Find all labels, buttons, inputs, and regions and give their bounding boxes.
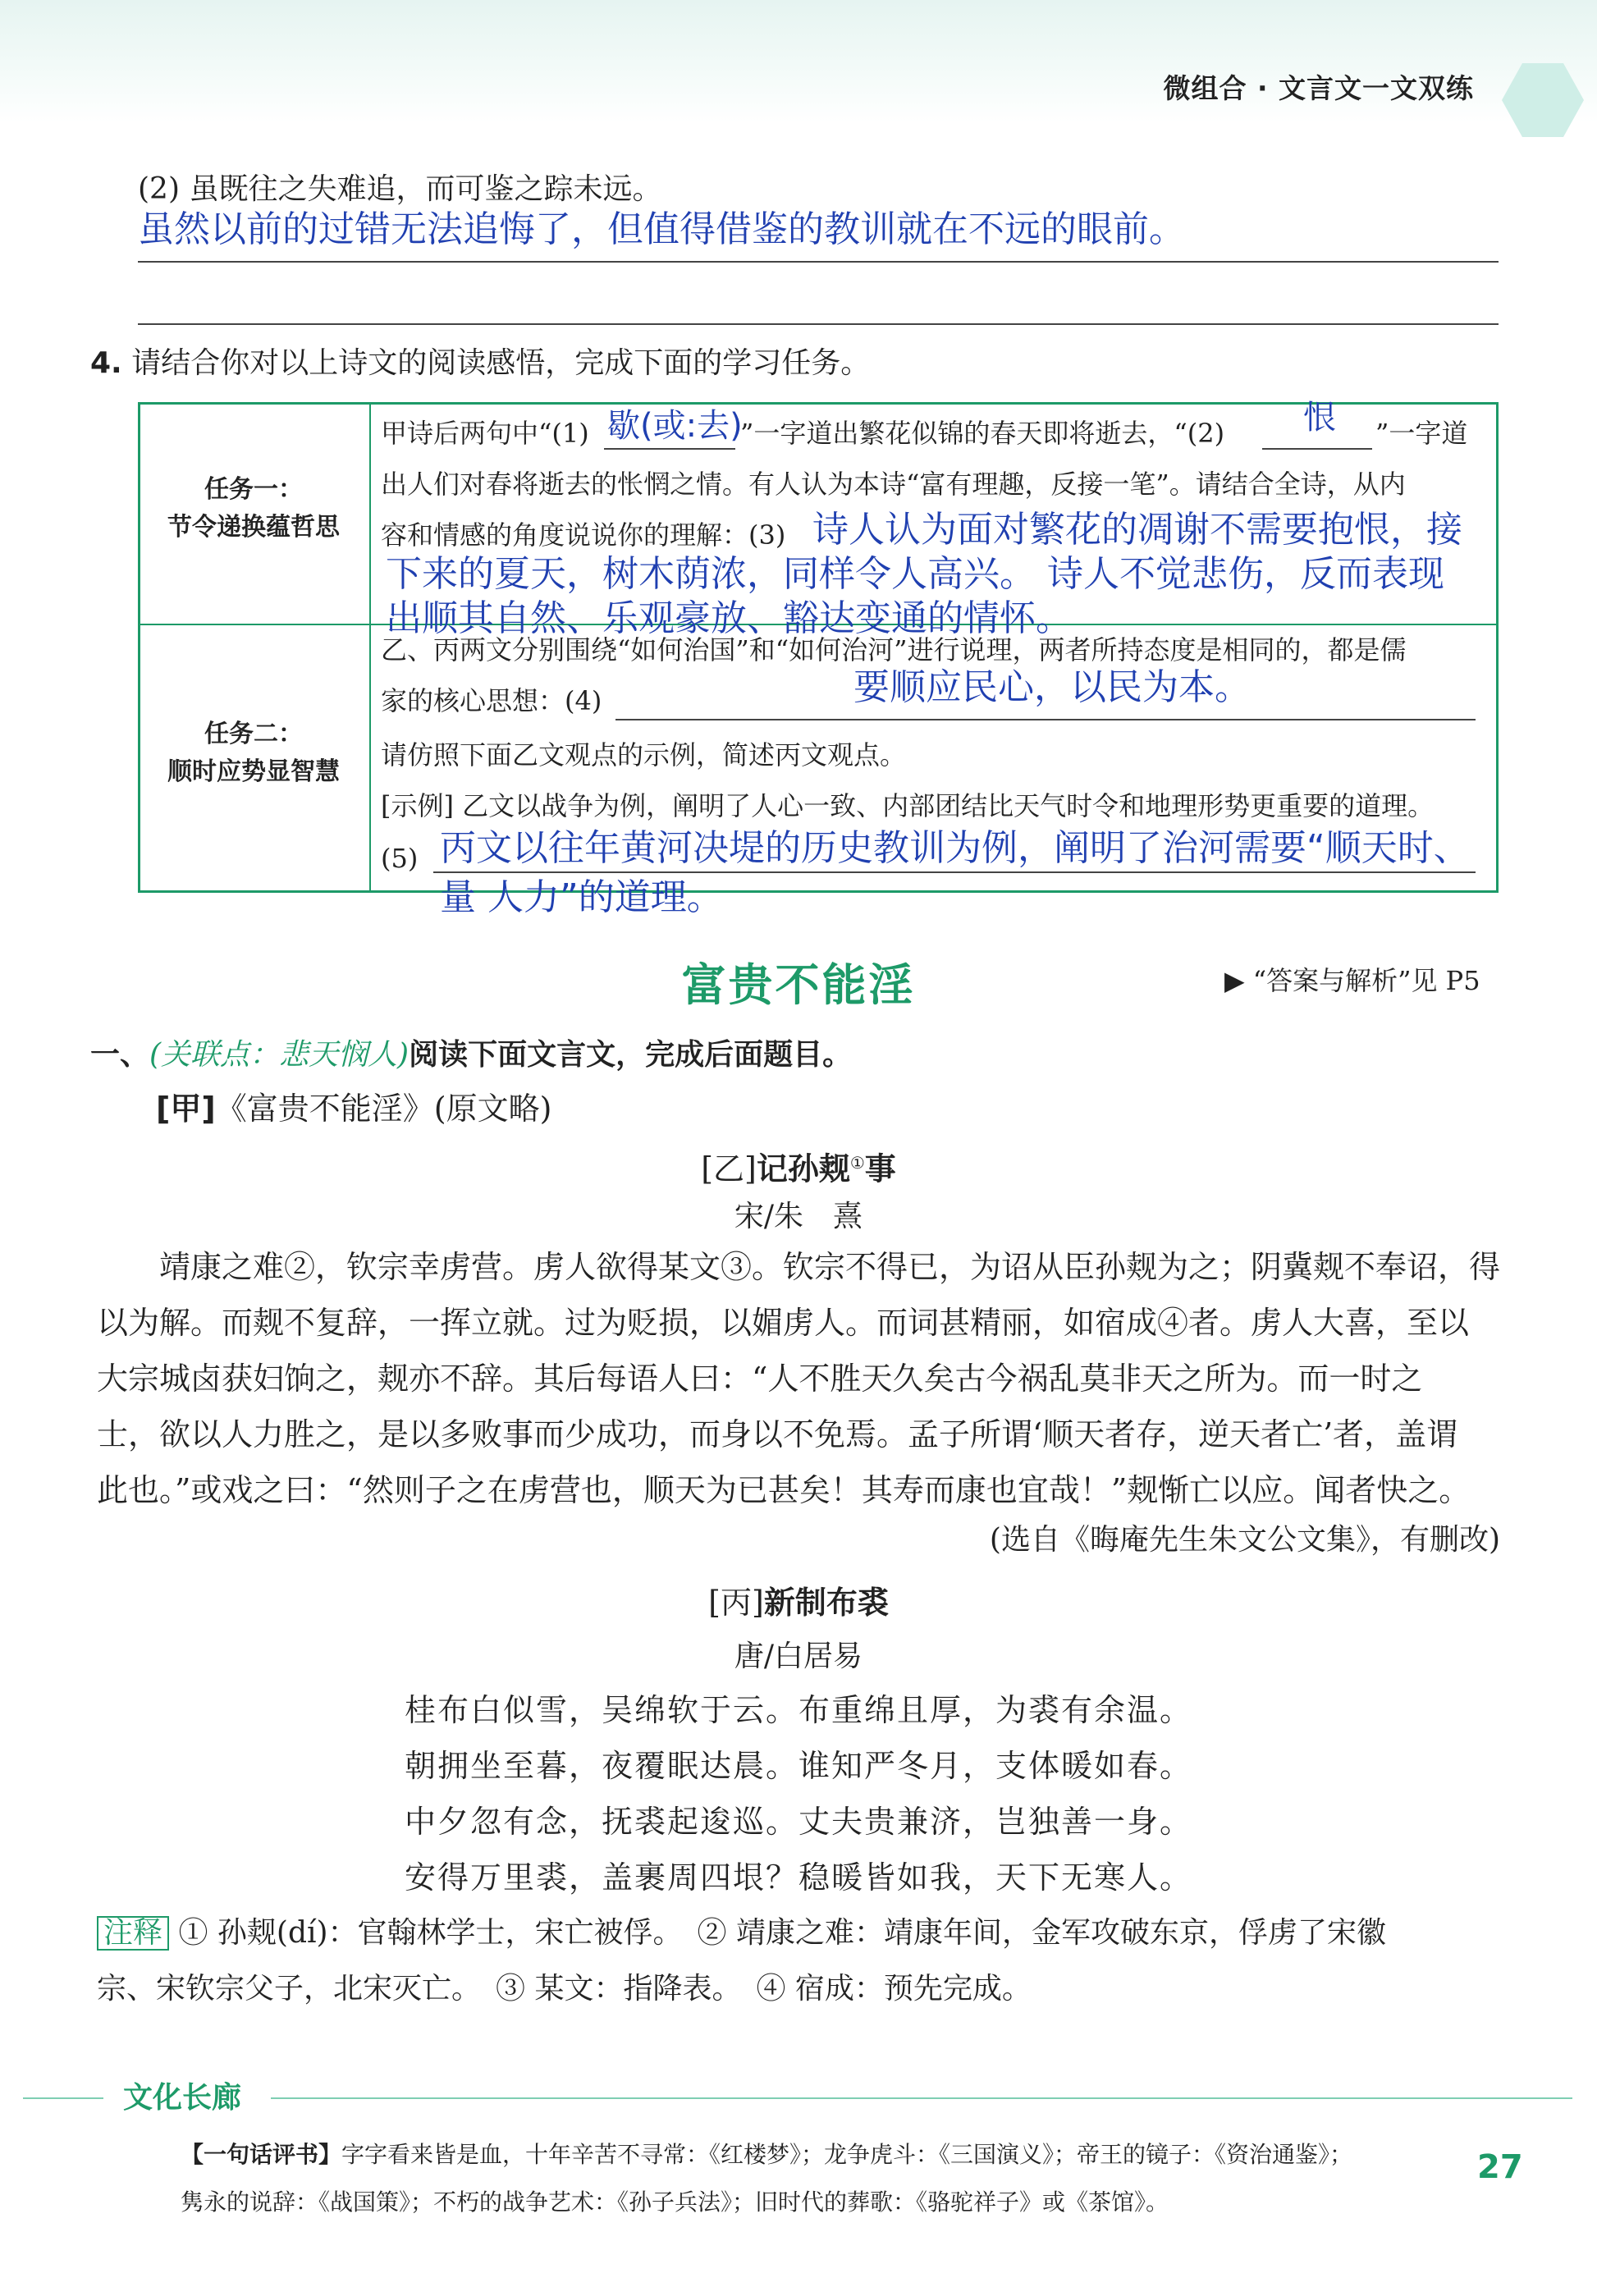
answer-line — [138, 261, 1499, 263]
footer-text-line2: 隽永的说辞：《战国策》；不朽的战争艺术：《孙子兵法》；旧时代的葬歌：《骆驼祥子》或《茶馆》。 — [181, 2189, 1169, 2216]
jia-mark: [甲] — [156, 1091, 216, 1127]
task2-label-line2: 顺时应势显智慧 — [167, 757, 340, 786]
notes-text-line2: 宗、宋钦宗父子，北宋灭亡。 ③ 某文：指降表。 ④ 宿成：预先完成。 — [97, 1972, 1032, 2006]
footer-label: 【一句话评书】 — [181, 2141, 342, 2168]
culture-section-title: 文化长廊 — [123, 2081, 242, 2115]
part1-instruction-text: 阅读下面文言文，完成后面题目。 — [409, 1037, 853, 1072]
yi-mark: [乙] — [701, 1150, 757, 1187]
bing-author: 唐/白居易 — [734, 1640, 863, 1673]
task1-label — [138, 471, 369, 547]
yi-title — [0, 1142, 1597, 1190]
part1-tag: (关联点：悲天悯人) — [149, 1038, 410, 1072]
task1-line2: 出人们对春将逝去的怅惘之情。有人认为本诗“富有理趣，反接一笔”。请结合全诗，从内 — [381, 469, 1406, 500]
yi-title-text: 记孙觌 — [756, 1150, 850, 1187]
task1-answer3-line1: 诗人认为面对繁花的凋谢不需要抱恨，接 — [812, 509, 1462, 551]
page-number: 27 — [1477, 2148, 1523, 2186]
task1-line1-c: ”一字道 — [1375, 418, 1468, 449]
question-4 — [90, 345, 870, 382]
task1-answer3-line3: 出顺其自然、乐观豪放、豁达变通的情怀。 — [386, 597, 1072, 639]
task2-line4: [示例] 乙文以战争为例，阐明了人心一致、内部团结比天气时令和地理形势更重要的道理。 — [381, 790, 1435, 821]
task2-line2: 家的核心思想：(4) — [381, 685, 602, 716]
yi-author: 宋/朱 熹 — [734, 1200, 863, 1233]
blank-line — [433, 871, 1476, 873]
bing-mark: [丙] — [708, 1585, 764, 1621]
divider — [23, 2097, 103, 2099]
task2-label — [138, 716, 369, 791]
section-title: 富贵不能淫 — [681, 959, 916, 1011]
bing-title — [0, 1582, 1597, 1623]
blank-line — [1262, 448, 1372, 450]
part1-prefix: 一、 — [90, 1037, 150, 1072]
yi-paragraph-line: 以为解。而觌不复辞，一挥立就。过为贬损，以媚虏人。而词甚精丽，如宿成④者。虏人大喜，至以 — [97, 1305, 1470, 1341]
task1-answer2: 恨 — [1303, 399, 1336, 437]
task2-label-line1: 任务二： — [204, 720, 303, 748]
notes-text-line1: ① 孙觌(dí)：官翰林学士，宋亡被俘。 ② 靖康之难：靖康年间，金军攻破东京，俘虏了宋徽 — [178, 1916, 1387, 1950]
answer-line — [138, 323, 1499, 325]
task1-line1-a: 甲诗后两句中“(1) — [381, 418, 589, 449]
task2-answer5-line1: 丙文以往年黄河决堤的历史教训为例，阐明了治河需要“顺天时、 — [440, 827, 1470, 869]
series-title: 微组合 · 文言文一文双练 — [1163, 72, 1474, 104]
poem-line: 中夕忽有念，抚裘起逡巡。丈夫贵兼济，岂独善一身。 — [404, 1804, 1192, 1840]
task2-answer5-line2: 量 人力”的道理。 — [440, 876, 723, 918]
footer-line1 — [181, 2138, 1352, 2171]
notes-line1 — [97, 1905, 1386, 1961]
task2-line1: 乙、丙两文分别围绕“如何治国”和“如何治河”进行说理，两者所持态度是相同的，都是儒 — [381, 634, 1407, 665]
poem-line: 朝拥坐至暮，夜覆眠达晨。谁知严冬月，支体暖如春。 — [404, 1748, 1192, 1784]
footer-text-line1: 字字看来皆是血，十年辛苦不寻常：《红楼梦》；龙争虎斗：《三国演义》；帝王的镜子：《资治通鉴》； — [341, 2141, 1353, 2168]
yi-paragraph-line: 士，欲以人力胜之，是以多败事而少成功，而身以不免焉。孟子所谓‘顺天者存，逆天者亡’者，盖谓 — [97, 1416, 1458, 1452]
divider — [271, 2097, 1572, 2099]
bing-title-text: 新制布裘 — [763, 1585, 889, 1621]
task1-line3: 容和情感的角度说说你的理解：(3) — [381, 519, 786, 551]
yi-title-end: 事 — [864, 1150, 896, 1187]
blank-line — [615, 719, 1476, 720]
table-divider — [369, 402, 371, 893]
jia-line — [156, 1090, 551, 1127]
jia-text: 《富贵不能淫》(原文略) — [215, 1091, 552, 1127]
yi-paragraph-line: 靖康之难②，钦宗幸虏营。虏人欲得某文③。钦宗不得已，为诏从臣孙觌为之；阴冀觌不奉诏，得 — [97, 1249, 1501, 1285]
task1-answer1: 歇(或:去) — [607, 407, 743, 445]
blank-line — [604, 448, 735, 450]
q3-2-text: (2) 虽既往之失难追，而可鉴之踪未远。 — [138, 172, 662, 206]
answer-reference-link[interactable]: ▶ “答案与解析”见 P5 — [1224, 965, 1480, 996]
task1-line1-b: ”一字道出繁花似锦的春天即将逝去，“(2) — [740, 418, 1225, 449]
question-number: 4. — [90, 346, 122, 380]
yi-title-footnote: ① — [849, 1153, 865, 1173]
yi-paragraph-line: 大宗城卤获妇饷之，觌亦不辞。其后每语人曰：“人不胜天久矣古今祸乱莫非天之所为。而一时之 — [97, 1361, 1423, 1397]
task1-answer3-line2: 下来的夏天，树木荫浓，同样令人高兴。 诗人不觉悲伤，反而表现 — [386, 553, 1444, 595]
yi-paragraph-line: 此也。”或戏之曰：“然则子之在虏营也，顺天为已甚矣！其寿而康也宜哉！”觌惭亡以应。闻者快之。 — [97, 1472, 1471, 1508]
task2-answer4: 要顺应民心，以民为本。 — [853, 666, 1251, 708]
notes-tag: 注释 — [97, 1916, 169, 1951]
poem-line: 桂布白似雪，吴绵软于云。布重绵且厚，为裘有余温。 — [404, 1692, 1192, 1728]
task2-line3: 请仿照下面乙文观点的示例，简述丙文观点。 — [381, 739, 907, 771]
yi-source: (选自《晦庵先生朱文公文集》，有删改) — [989, 1523, 1500, 1557]
part1-instruction — [90, 1036, 852, 1074]
task2-line5: (5) — [381, 843, 419, 874]
poem-line: 安得万里裘，盖裹周四垠？稳暖皆如我，天下无寒人。 — [404, 1859, 1192, 1896]
question-prompt: 请结合你对以上诗文的阅读感悟，完成下面的学习任务。 — [131, 346, 871, 380]
task1-label-line1: 任务一： — [204, 475, 303, 504]
q3-2-answer: 虽然以前的过错无法追悔了，但值得借鉴的教训就在不远的眼前。 — [138, 208, 1185, 250]
task1-label-line2: 节令递换蕴哲思 — [167, 513, 340, 542]
